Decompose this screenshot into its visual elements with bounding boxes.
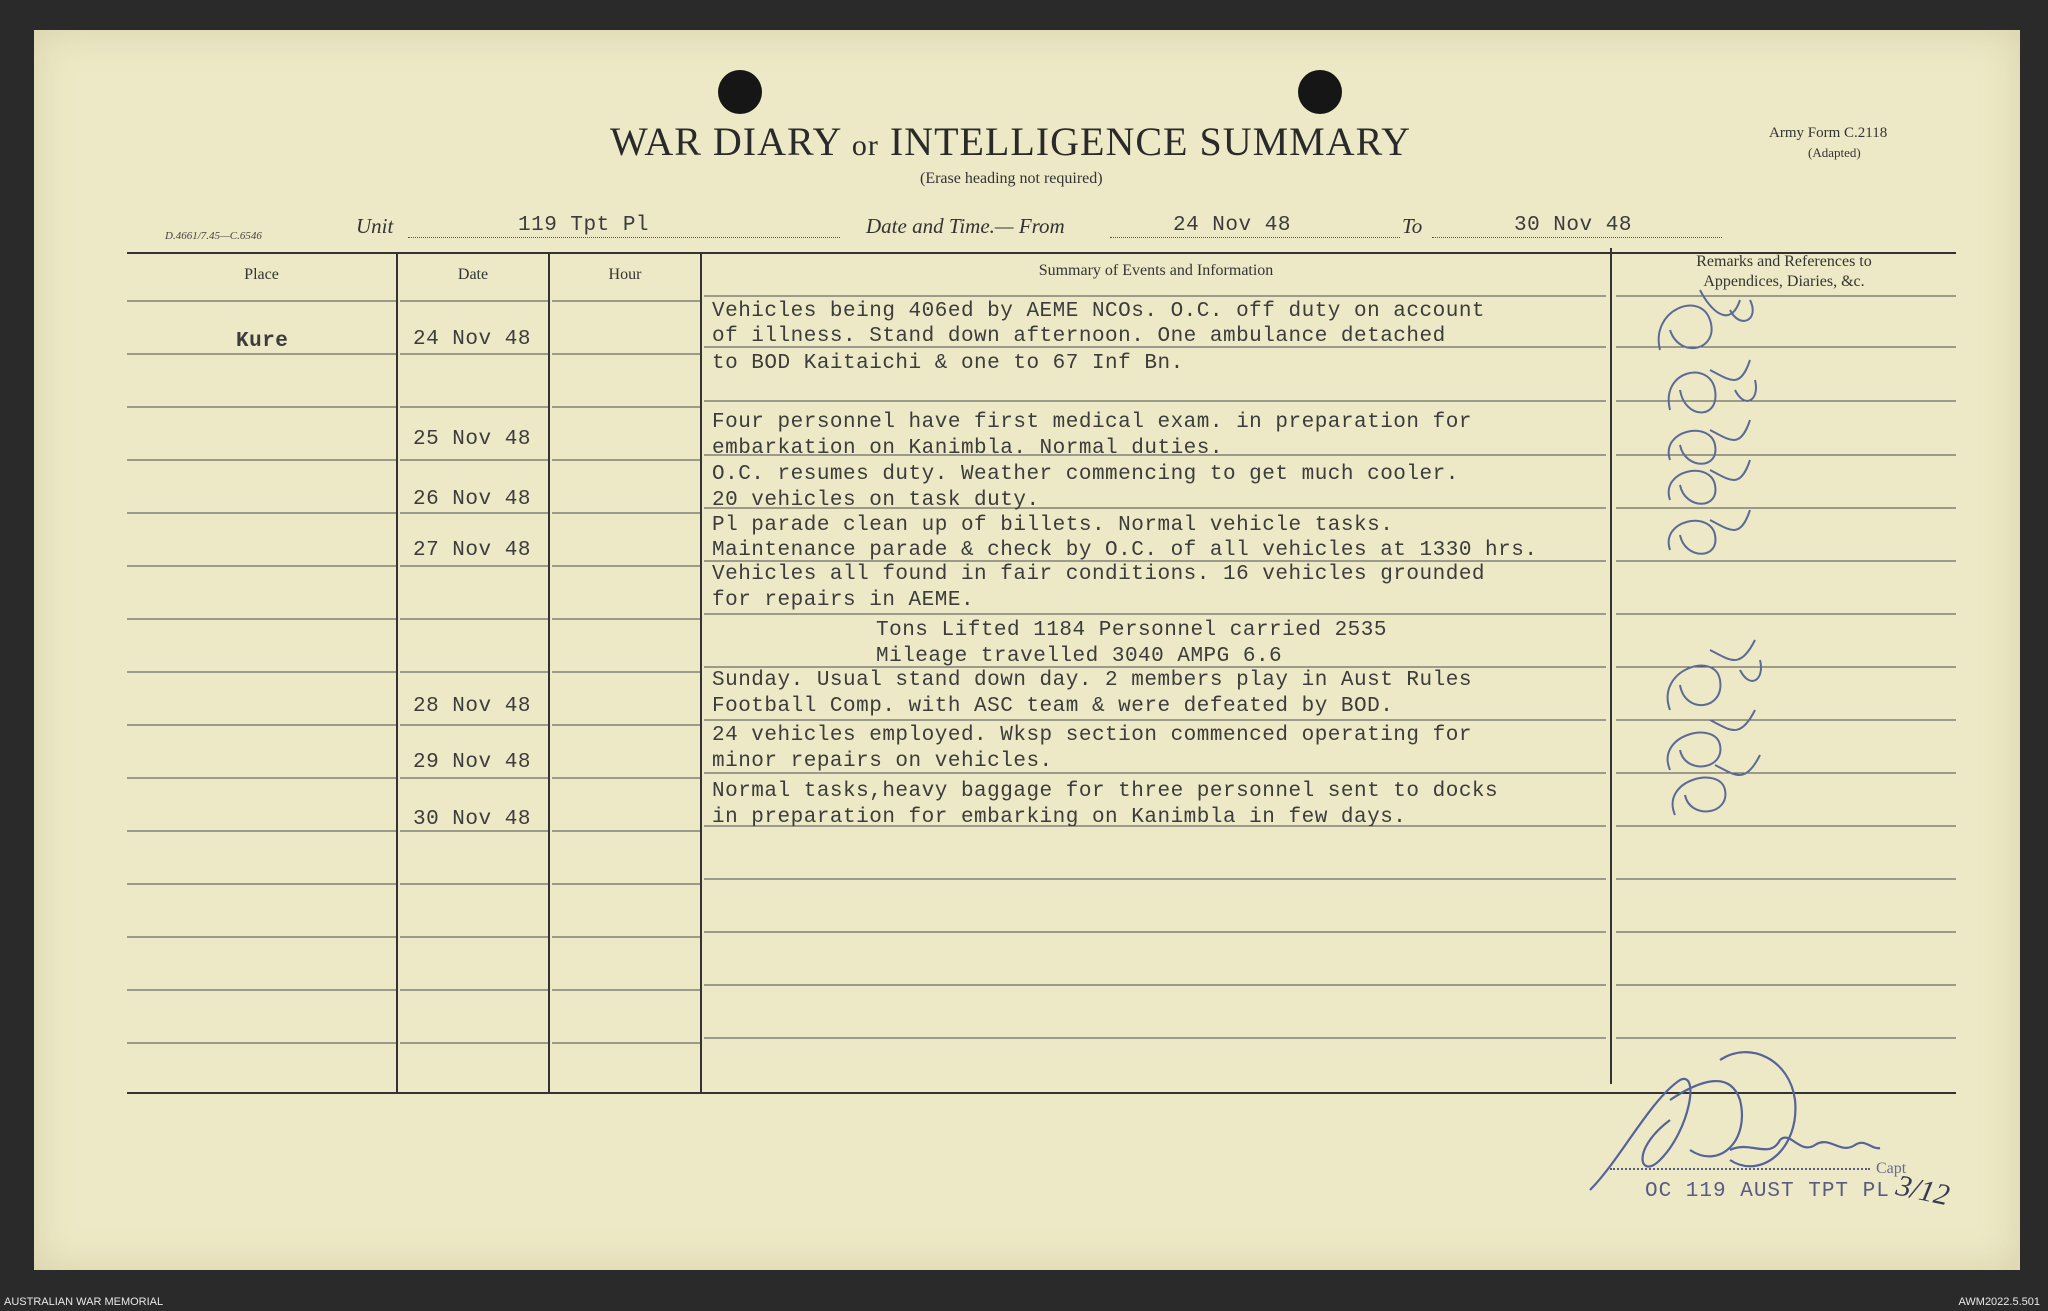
summary-statistics-line: Mileage travelled 3040 AMPG 6.6 — [876, 645, 1283, 668]
to-value: 30 Nov 48 — [1514, 214, 1632, 237]
army-form-number: Army Form C.2118 — [1769, 125, 1888, 141]
summary-line: in preparation for embarking on Kanimbla in few days. — [712, 806, 1407, 829]
footer-right: AWM2022.5.501 — [1958, 1296, 2040, 1308]
date-entry: 29 Nov 48 — [413, 751, 531, 774]
to-label: To — [1402, 214, 1423, 238]
form-subtitle: (Erase heading not required) — [920, 170, 1103, 187]
unit-label: Unit — [356, 214, 394, 238]
date-entry: 25 Nov 48 — [413, 428, 531, 451]
column-header-remarks-line1: Remarks and References to — [1696, 253, 1872, 270]
summary-line: Maintenance parade & check by O.C. of all vehicles at 1330 hrs. — [712, 539, 1538, 562]
column-header-summary: Summary of Events and Information — [1038, 262, 1274, 279]
handwritten-initials — [1640, 270, 1780, 830]
summary-line: Four personnel have first medical exam. in preparation for — [712, 411, 1472, 434]
army-form-adapted: (Adapted) — [1808, 145, 1861, 160]
handwritten-date: 3/12 — [1893, 1168, 1953, 1213]
date-entry: 28 Nov 48 — [413, 695, 531, 718]
summary-line: Football Comp. with ASC team & were defeated by BOD. — [712, 695, 1394, 718]
date-entry: 26 Nov 48 — [413, 488, 531, 511]
summary-line: Normal tasks,heavy baggage for three personnel sent to docks — [712, 780, 1499, 803]
summary-line: minor repairs on vehicles. — [712, 750, 1053, 773]
summary-line: to BOD Kaitaichi & one to 67 Inf Bn. — [712, 352, 1184, 375]
summary-line: of illness. Stand down afternoon. One ambulance detached — [712, 325, 1446, 348]
summary-line: for repairs in AEME. — [712, 589, 975, 612]
date-entry: 30 Nov 48 — [413, 808, 531, 831]
summary-line: embarkation on Kanimbla. Normal duties. — [712, 437, 1223, 460]
column-header-place: Place — [244, 266, 279, 283]
form-code: D.4661/7.45—C.6546 — [165, 230, 262, 242]
signature-rank: Capt — [1876, 1160, 1907, 1177]
summary-line: 24 vehicles employed. Wksp section commenced operating for — [712, 724, 1472, 747]
from-value: 24 Nov 48 — [1173, 214, 1291, 237]
place-entry: Kure — [236, 330, 289, 353]
column-header-date: Date — [457, 266, 489, 283]
column-header-hour: Hour — [608, 266, 642, 283]
summary-line: 20 vehicles on task duty. — [712, 489, 1040, 512]
form-title: WAR DIARY or INTELLIGENCE SUMMARY — [610, 119, 1411, 164]
column-header-remarks-line2: Appendices, Diaries, &c. — [1703, 273, 1865, 290]
summary-line: Vehicles being 406ed by AEME NCOs. O.C. off duty on account — [712, 300, 1486, 323]
unit-stamp: OC 119 AUST TPT PL — [1645, 1180, 1890, 1203]
date-entry: 27 Nov 48 — [413, 539, 531, 562]
unit-value: 119 Tpt Pl — [518, 214, 650, 237]
date-time-label: Date and Time.— From — [866, 214, 1065, 238]
summary-statistics-line: Tons Lifted 1184 Personnel carried 2535 — [876, 619, 1387, 642]
signature — [1580, 1040, 1900, 1200]
footer-left: AUSTRALIAN WAR MEMORIAL — [4, 1296, 164, 1308]
summary-line: Pl parade clean up of billets. Normal vehicle tasks. — [712, 514, 1394, 537]
date-entry: 24 Nov 48 — [413, 328, 531, 351]
summary-line: Sunday. Usual stand down day. 2 members play in Aust Rules — [712, 669, 1472, 692]
summary-line: O.C. resumes duty. Weather commencing to get much cooler. — [712, 463, 1459, 486]
summary-line: Vehicles all found in fair conditions. 16 vehicles grounded — [712, 563, 1486, 586]
